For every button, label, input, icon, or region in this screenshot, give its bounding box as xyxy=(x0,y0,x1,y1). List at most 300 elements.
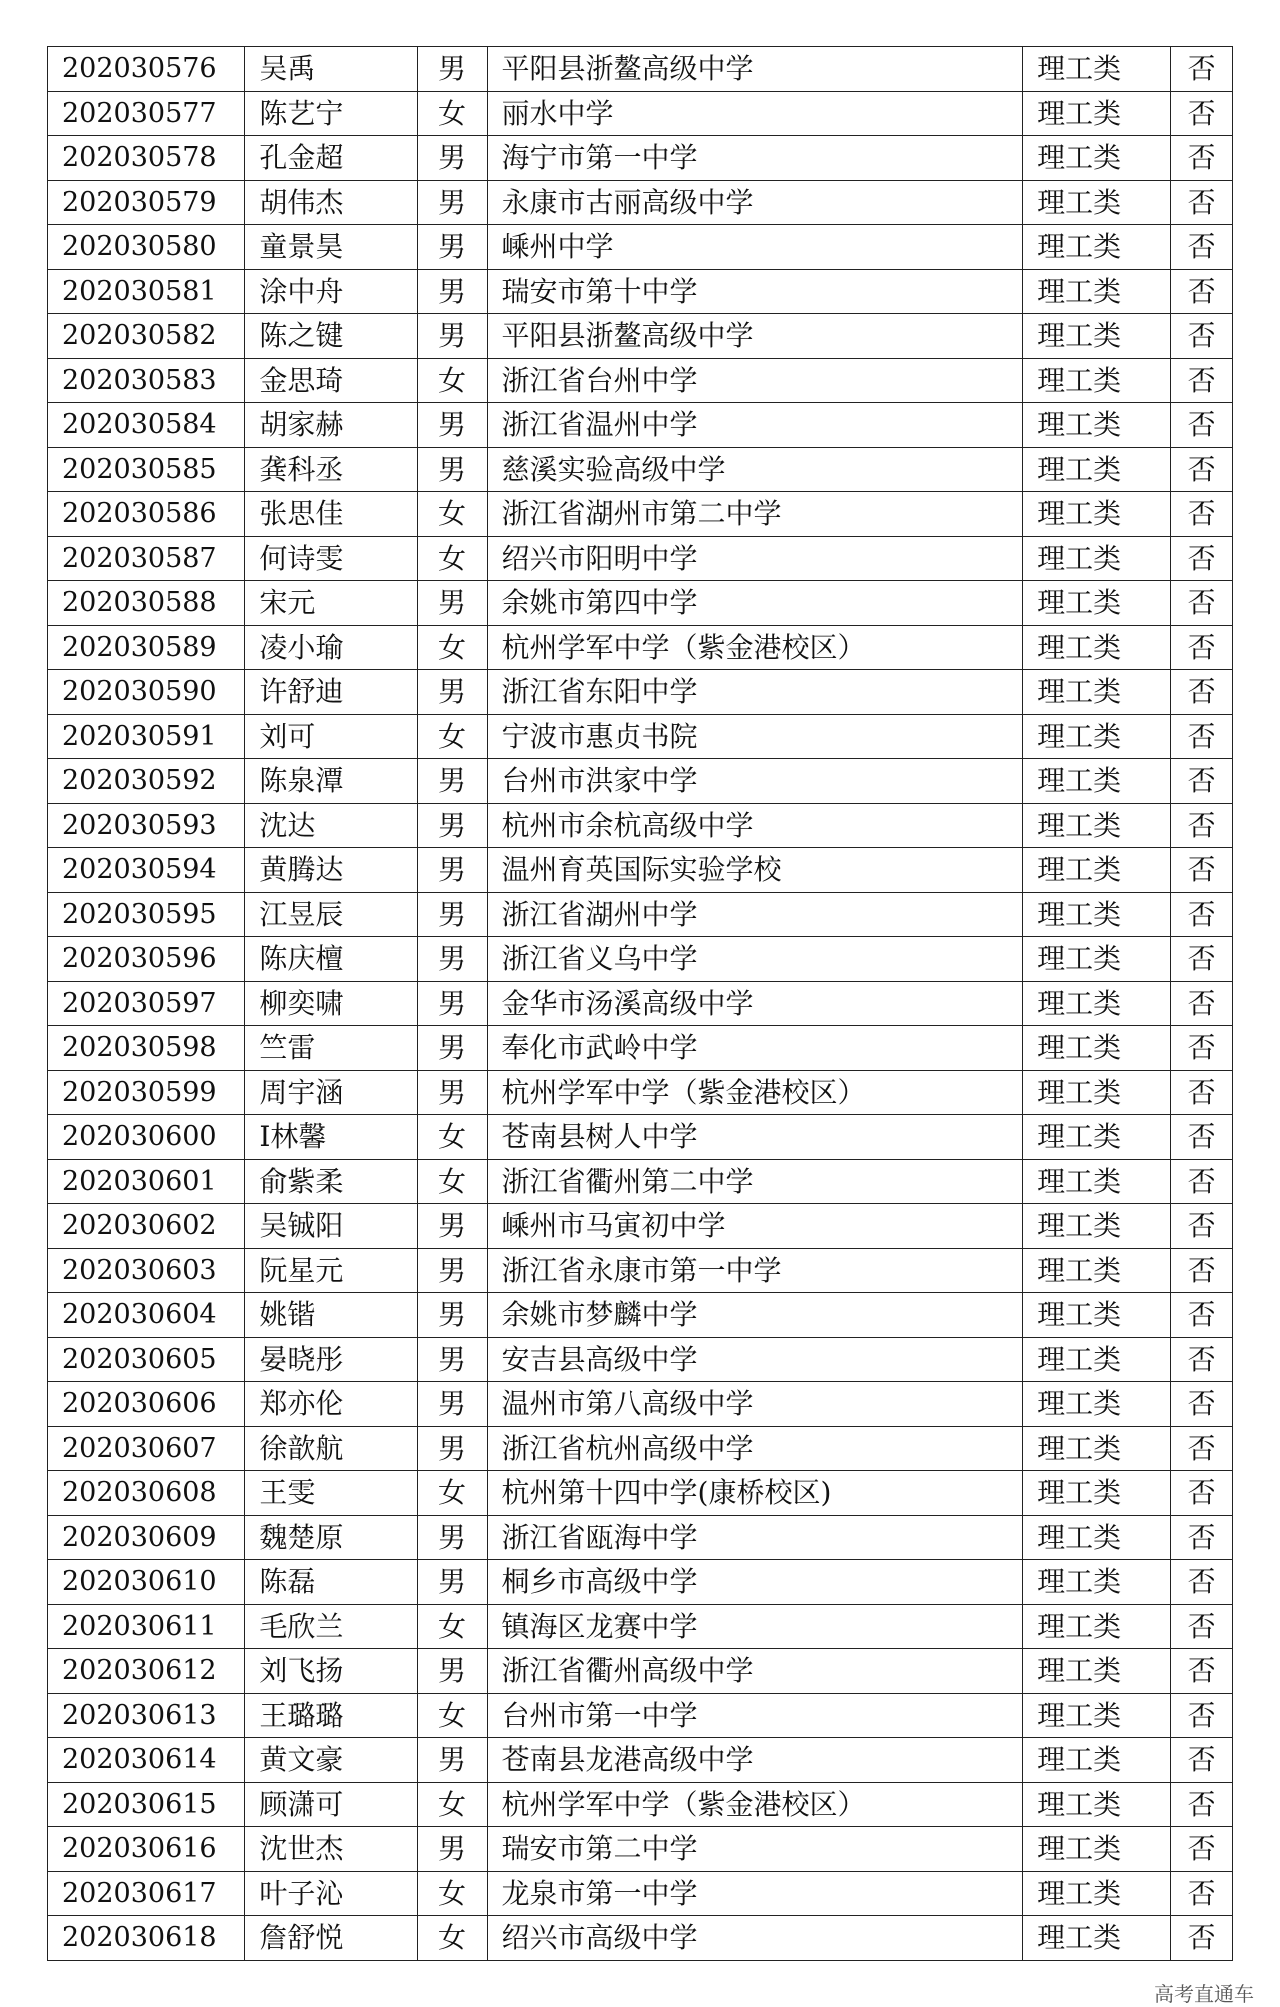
student-id-cell: 202030595 xyxy=(48,892,245,937)
table-row xyxy=(48,937,1233,982)
flag-cell: 否 xyxy=(1171,1337,1233,1382)
student-table xyxy=(47,46,1233,1961)
category-cell: 理工类 xyxy=(1023,1515,1171,1560)
category-cell: 理工类 xyxy=(1023,91,1171,136)
school-cell: 嵊州市马寅初中学 xyxy=(487,1204,1023,1249)
table-row xyxy=(48,1382,1233,1427)
category-cell: 理工类 xyxy=(1023,47,1171,92)
student-name-cell: 陈泉潭 xyxy=(245,759,417,804)
student-id-cell: 202030600 xyxy=(48,1115,245,1160)
table-row xyxy=(48,625,1233,670)
table-row xyxy=(48,492,1233,537)
student-id-cell: 202030598 xyxy=(48,1026,245,1071)
category-cell: 理工类 xyxy=(1023,937,1171,982)
gender-cell: 女 xyxy=(417,1693,487,1738)
category-cell: 理工类 xyxy=(1023,180,1171,225)
school-cell: 浙江省温州中学 xyxy=(487,403,1023,448)
flag-cell: 否 xyxy=(1171,803,1233,848)
student-name-cell: 俞紫柔 xyxy=(245,1159,417,1204)
student-name-cell: 凌小瑜 xyxy=(245,625,417,670)
student-name-cell: 胡家赫 xyxy=(245,403,417,448)
flag-cell: 否 xyxy=(1171,314,1233,359)
school-cell: 温州育英国际实验学校 xyxy=(487,848,1023,893)
table-row xyxy=(48,670,1233,715)
flag-cell: 否 xyxy=(1171,1026,1233,1071)
category-cell: 理工类 xyxy=(1023,1827,1171,1872)
flag-cell: 否 xyxy=(1171,1515,1233,1560)
gender-cell: 男 xyxy=(417,1382,487,1427)
school-cell: 杭州学军中学（紫金港校区） xyxy=(487,625,1023,670)
student-name-cell: 柳奕啸 xyxy=(245,981,417,1026)
flag-cell: 否 xyxy=(1171,1382,1233,1427)
student-id-cell: 202030614 xyxy=(48,1738,245,1783)
school-cell: 浙江省杭州高级中学 xyxy=(487,1426,1023,1471)
category-cell: 理工类 xyxy=(1023,1248,1171,1293)
table-row xyxy=(48,1693,1233,1738)
school-cell: 金华市汤溪高级中学 xyxy=(487,981,1023,1026)
school-cell: 瑞安市第二中学 xyxy=(487,1827,1023,1872)
student-name-cell: 胡伟杰 xyxy=(245,180,417,225)
student-id-cell: 202030599 xyxy=(48,1070,245,1115)
table-row xyxy=(48,759,1233,804)
gender-cell: 男 xyxy=(417,314,487,359)
gender-cell: 女 xyxy=(417,536,487,581)
student-name-cell: 晏晓彤 xyxy=(245,1337,417,1382)
flag-cell: 否 xyxy=(1171,848,1233,893)
gender-cell: 男 xyxy=(417,180,487,225)
category-cell: 理工类 xyxy=(1023,1204,1171,1249)
flag-cell: 否 xyxy=(1171,1426,1233,1471)
gender-cell: 男 xyxy=(417,1738,487,1783)
category-cell: 理工类 xyxy=(1023,1471,1171,1516)
school-cell: 台州市第一中学 xyxy=(487,1693,1023,1738)
flag-cell: 否 xyxy=(1171,981,1233,1026)
category-cell: 理工类 xyxy=(1023,1293,1171,1338)
gender-cell: 女 xyxy=(417,1471,487,1516)
table-row xyxy=(48,1916,1233,1961)
flag-cell: 否 xyxy=(1171,225,1233,270)
gender-cell: 女 xyxy=(417,1159,487,1204)
student-name-cell: 徐歆航 xyxy=(245,1426,417,1471)
flag-cell: 否 xyxy=(1171,1293,1233,1338)
school-cell: 瑞安市第十中学 xyxy=(487,269,1023,314)
student-name-cell: 姚锴 xyxy=(245,1293,417,1338)
table-row xyxy=(48,803,1233,848)
student-name-cell: 金思琦 xyxy=(245,358,417,403)
student-name-cell: 吴禹 xyxy=(245,47,417,92)
school-cell: 慈溪实验高级中学 xyxy=(487,447,1023,492)
student-id-cell: 202030580 xyxy=(48,225,245,270)
student-id-cell: 202030609 xyxy=(48,1515,245,1560)
flag-cell: 否 xyxy=(1171,1649,1233,1694)
gender-cell: 男 xyxy=(417,803,487,848)
school-cell: 平阳县浙鳌高级中学 xyxy=(487,314,1023,359)
gender-cell: 男 xyxy=(417,1649,487,1694)
school-cell: 绍兴市阳明中学 xyxy=(487,536,1023,581)
student-id-cell: 202030585 xyxy=(48,447,245,492)
category-cell: 理工类 xyxy=(1023,714,1171,759)
student-name-cell: 刘飞扬 xyxy=(245,1649,417,1694)
gender-cell: 男 xyxy=(417,47,487,92)
gender-cell: 男 xyxy=(417,1560,487,1605)
gender-cell: 男 xyxy=(417,937,487,982)
gender-cell: 男 xyxy=(417,1293,487,1338)
student-id-cell: 202030584 xyxy=(48,403,245,448)
table-row xyxy=(48,47,1233,92)
category-cell: 理工类 xyxy=(1023,670,1171,715)
gender-cell: 女 xyxy=(417,358,487,403)
table-row xyxy=(48,1248,1233,1293)
table-row xyxy=(48,225,1233,270)
school-cell: 桐乡市高级中学 xyxy=(487,1560,1023,1605)
category-cell: 理工类 xyxy=(1023,1738,1171,1783)
student-id-cell: 202030596 xyxy=(48,937,245,982)
school-cell: 平阳县浙鳌高级中学 xyxy=(487,47,1023,92)
category-cell: 理工类 xyxy=(1023,1115,1171,1160)
category-cell: 理工类 xyxy=(1023,625,1171,670)
category-cell: 理工类 xyxy=(1023,1070,1171,1115)
gender-cell: 女 xyxy=(417,1604,487,1649)
table-row xyxy=(48,1204,1233,1249)
school-cell: 绍兴市高级中学 xyxy=(487,1916,1023,1961)
table-row xyxy=(48,1471,1233,1516)
student-id-cell: 202030587 xyxy=(48,536,245,581)
flag-cell: 否 xyxy=(1171,1159,1233,1204)
flag-cell: 否 xyxy=(1171,358,1233,403)
table-row xyxy=(48,1738,1233,1783)
flag-cell: 否 xyxy=(1171,1248,1233,1293)
student-name-cell: 王璐璐 xyxy=(245,1693,417,1738)
student-id-cell: 202030594 xyxy=(48,848,245,893)
student-name-cell: 张思佳 xyxy=(245,492,417,537)
gender-cell: 男 xyxy=(417,403,487,448)
table-row xyxy=(48,1827,1233,1872)
student-name-cell: 刘可 xyxy=(245,714,417,759)
category-cell: 理工类 xyxy=(1023,403,1171,448)
school-cell: 温州市第八高级中学 xyxy=(487,1382,1023,1427)
table-row xyxy=(48,1871,1233,1916)
flag-cell: 否 xyxy=(1171,403,1233,448)
table-row xyxy=(48,358,1233,403)
category-cell: 理工类 xyxy=(1023,803,1171,848)
flag-cell: 否 xyxy=(1171,1560,1233,1605)
student-id-cell: 202030617 xyxy=(48,1871,245,1916)
gender-cell: 女 xyxy=(417,492,487,537)
table-row xyxy=(48,1426,1233,1471)
school-cell: 杭州学军中学（紫金港校区） xyxy=(487,1070,1023,1115)
student-name-cell: 许舒迪 xyxy=(245,670,417,715)
gender-cell: 男 xyxy=(417,759,487,804)
student-name-cell: 黄腾达 xyxy=(245,848,417,893)
table-row xyxy=(48,981,1233,1026)
category-cell: 理工类 xyxy=(1023,1159,1171,1204)
student-id-cell: 202030593 xyxy=(48,803,245,848)
flag-cell: 否 xyxy=(1171,759,1233,804)
school-cell: 苍南县树人中学 xyxy=(487,1115,1023,1160)
gender-cell: 男 xyxy=(417,1026,487,1071)
flag-cell: 否 xyxy=(1171,47,1233,92)
school-cell: 嵊州中学 xyxy=(487,225,1023,270)
flag-cell: 否 xyxy=(1171,180,1233,225)
student-id-cell: 202030603 xyxy=(48,1248,245,1293)
gender-cell: 男 xyxy=(417,581,487,626)
student-name-cell: 孔金超 xyxy=(245,136,417,181)
table-row xyxy=(48,1159,1233,1204)
student-id-cell: 202030591 xyxy=(48,714,245,759)
student-name-cell: 魏楚原 xyxy=(245,1515,417,1560)
category-cell: 理工类 xyxy=(1023,1382,1171,1427)
gender-cell: 男 xyxy=(417,981,487,1026)
table-row xyxy=(48,1293,1233,1338)
student-name-cell: 吴铖阳 xyxy=(245,1204,417,1249)
student-name-cell: 宋元 xyxy=(245,581,417,626)
flag-cell: 否 xyxy=(1171,1827,1233,1872)
school-cell: 丽水中学 xyxy=(487,91,1023,136)
flag-cell: 否 xyxy=(1171,91,1233,136)
gender-cell: 男 xyxy=(417,892,487,937)
category-cell: 理工类 xyxy=(1023,314,1171,359)
category-cell: 理工类 xyxy=(1023,759,1171,804)
gender-cell: 男 xyxy=(417,670,487,715)
school-cell: 浙江省衢州第二中学 xyxy=(487,1159,1023,1204)
student-name-cell: 王雯 xyxy=(245,1471,417,1516)
flag-cell: 否 xyxy=(1171,670,1233,715)
student-id-cell: 202030601 xyxy=(48,1159,245,1204)
student-name-cell: 陈艺宁 xyxy=(245,91,417,136)
flag-cell: 否 xyxy=(1171,1471,1233,1516)
student-name-cell: 涂中舟 xyxy=(245,269,417,314)
student-id-cell: 202030586 xyxy=(48,492,245,537)
gender-cell: 男 xyxy=(417,848,487,893)
school-cell: 余姚市第四中学 xyxy=(487,581,1023,626)
flag-cell: 否 xyxy=(1171,1604,1233,1649)
student-id-cell: 202030578 xyxy=(48,136,245,181)
flag-cell: 否 xyxy=(1171,136,1233,181)
category-cell: 理工类 xyxy=(1023,269,1171,314)
student-id-cell: 202030610 xyxy=(48,1560,245,1605)
table-row xyxy=(48,269,1233,314)
table-row xyxy=(48,1337,1233,1382)
school-cell: 龙泉市第一中学 xyxy=(487,1871,1023,1916)
table-row xyxy=(48,1070,1233,1115)
student-id-cell: 202030583 xyxy=(48,358,245,403)
table-row xyxy=(48,1649,1233,1694)
student-id-cell: 202030616 xyxy=(48,1827,245,1872)
student-id-cell: 202030611 xyxy=(48,1604,245,1649)
student-id-cell: 202030579 xyxy=(48,180,245,225)
flag-cell: 否 xyxy=(1171,1204,1233,1249)
school-cell: 浙江省湖州市第二中学 xyxy=(487,492,1023,537)
table-row xyxy=(48,403,1233,448)
gender-cell: 女 xyxy=(417,91,487,136)
flag-cell: 否 xyxy=(1171,1738,1233,1783)
gender-cell: 女 xyxy=(417,714,487,759)
school-cell: 浙江省湖州中学 xyxy=(487,892,1023,937)
student-id-cell: 202030612 xyxy=(48,1649,245,1694)
flag-cell: 否 xyxy=(1171,1070,1233,1115)
table-row xyxy=(48,1026,1233,1071)
category-cell: 理工类 xyxy=(1023,447,1171,492)
school-cell: 杭州市余杭高级中学 xyxy=(487,803,1023,848)
flag-cell: 否 xyxy=(1171,447,1233,492)
table-row xyxy=(48,447,1233,492)
table-row xyxy=(48,180,1233,225)
table-row xyxy=(48,892,1233,937)
student-name-cell: 龚科丞 xyxy=(245,447,417,492)
flag-cell: 否 xyxy=(1171,1693,1233,1738)
school-cell: 杭州学军中学（紫金港校区） xyxy=(487,1782,1023,1827)
category-cell: 理工类 xyxy=(1023,1337,1171,1382)
category-cell: 理工类 xyxy=(1023,848,1171,893)
gender-cell: 男 xyxy=(417,1426,487,1471)
student-id-cell: 202030602 xyxy=(48,1204,245,1249)
student-id-cell: 202030608 xyxy=(48,1471,245,1516)
school-cell: 台州市洪家中学 xyxy=(487,759,1023,804)
category-cell: 理工类 xyxy=(1023,1916,1171,1961)
gender-cell: 男 xyxy=(417,1515,487,1560)
category-cell: 理工类 xyxy=(1023,225,1171,270)
student-name-cell: 沈达 xyxy=(245,803,417,848)
gender-cell: 女 xyxy=(417,625,487,670)
roster-sheet xyxy=(47,46,1233,1961)
table-row xyxy=(48,714,1233,759)
table-row xyxy=(48,91,1233,136)
student-name-cell: 竺雷 xyxy=(245,1026,417,1071)
gender-cell: 男 xyxy=(417,225,487,270)
student-id-cell: 202030613 xyxy=(48,1693,245,1738)
category-cell: 理工类 xyxy=(1023,1426,1171,1471)
student-id-cell: 202030589 xyxy=(48,625,245,670)
student-name-cell: 阮星元 xyxy=(245,1248,417,1293)
table-row xyxy=(48,136,1233,181)
flag-cell: 否 xyxy=(1171,536,1233,581)
school-cell: 浙江省永康市第一中学 xyxy=(487,1248,1023,1293)
student-id-cell: 202030597 xyxy=(48,981,245,1026)
category-cell: 理工类 xyxy=(1023,892,1171,937)
category-cell: 理工类 xyxy=(1023,1693,1171,1738)
school-cell: 浙江省东阳中学 xyxy=(487,670,1023,715)
category-cell: 理工类 xyxy=(1023,581,1171,626)
flag-cell: 否 xyxy=(1171,1916,1233,1961)
category-cell: 理工类 xyxy=(1023,536,1171,581)
school-cell: 浙江省瓯海中学 xyxy=(487,1515,1023,1560)
flag-cell: 否 xyxy=(1171,1871,1233,1916)
category-cell: 理工类 xyxy=(1023,1026,1171,1071)
student-name-cell: 顾潇可 xyxy=(245,1782,417,1827)
category-cell: 理工类 xyxy=(1023,358,1171,403)
school-cell: 浙江省衢州高级中学 xyxy=(487,1649,1023,1694)
student-name-cell: I林馨 xyxy=(245,1115,417,1160)
student-id-cell: 202030604 xyxy=(48,1293,245,1338)
school-cell: 海宁市第一中学 xyxy=(487,136,1023,181)
category-cell: 理工类 xyxy=(1023,136,1171,181)
school-cell: 浙江省义乌中学 xyxy=(487,937,1023,982)
category-cell: 理工类 xyxy=(1023,1871,1171,1916)
flag-cell: 否 xyxy=(1171,714,1233,759)
student-name-cell: 周宇涵 xyxy=(245,1070,417,1115)
school-cell: 奉化市武岭中学 xyxy=(487,1026,1023,1071)
table-row xyxy=(48,1115,1233,1160)
flag-cell: 否 xyxy=(1171,581,1233,626)
student-id-cell: 202030582 xyxy=(48,314,245,359)
student-name-cell: 陈之键 xyxy=(245,314,417,359)
student-id-cell: 202030615 xyxy=(48,1782,245,1827)
table-row xyxy=(48,1604,1233,1649)
school-cell: 镇海区龙赛中学 xyxy=(487,1604,1023,1649)
student-id-cell: 202030607 xyxy=(48,1426,245,1471)
gender-cell: 女 xyxy=(417,1871,487,1916)
gender-cell: 男 xyxy=(417,1337,487,1382)
gender-cell: 女 xyxy=(417,1916,487,1961)
category-cell: 理工类 xyxy=(1023,1560,1171,1605)
gender-cell: 女 xyxy=(417,1115,487,1160)
gender-cell: 女 xyxy=(417,1782,487,1827)
student-name-cell: 陈磊 xyxy=(245,1560,417,1605)
flag-cell: 否 xyxy=(1171,492,1233,537)
student-name-cell: 黄文豪 xyxy=(245,1738,417,1783)
student-id-cell: 202030605 xyxy=(48,1337,245,1382)
watermark-text: 高考直通车 xyxy=(1154,1982,1254,2006)
flag-cell: 否 xyxy=(1171,625,1233,670)
flag-cell: 否 xyxy=(1171,1115,1233,1160)
gender-cell: 男 xyxy=(417,447,487,492)
student-id-cell: 202030581 xyxy=(48,269,245,314)
flag-cell: 否 xyxy=(1171,269,1233,314)
school-cell: 余姚市梦麟中学 xyxy=(487,1293,1023,1338)
student-name-cell: 何诗雯 xyxy=(245,536,417,581)
gender-cell: 男 xyxy=(417,269,487,314)
student-id-cell: 202030576 xyxy=(48,47,245,92)
flag-cell: 否 xyxy=(1171,937,1233,982)
category-cell: 理工类 xyxy=(1023,1782,1171,1827)
student-id-cell: 202030606 xyxy=(48,1382,245,1427)
table-row xyxy=(48,1515,1233,1560)
student-id-cell: 202030618 xyxy=(48,1916,245,1961)
student-id-cell: 202030588 xyxy=(48,581,245,626)
table-row xyxy=(48,848,1233,893)
school-cell: 安吉县高级中学 xyxy=(487,1337,1023,1382)
table-row xyxy=(48,536,1233,581)
school-cell: 浙江省台州中学 xyxy=(487,358,1023,403)
flag-cell: 否 xyxy=(1171,892,1233,937)
gender-cell: 男 xyxy=(417,1248,487,1293)
table-row xyxy=(48,314,1233,359)
student-id-cell: 202030592 xyxy=(48,759,245,804)
table-row xyxy=(48,581,1233,626)
student-table-body xyxy=(48,47,1233,1961)
student-name-cell: 叶子沁 xyxy=(245,1871,417,1916)
flag-cell: 否 xyxy=(1171,1782,1233,1827)
category-cell: 理工类 xyxy=(1023,1649,1171,1694)
school-cell: 永康市古丽高级中学 xyxy=(487,180,1023,225)
school-cell: 苍南县龙港高级中学 xyxy=(487,1738,1023,1783)
student-id-cell: 202030577 xyxy=(48,91,245,136)
table-row xyxy=(48,1782,1233,1827)
table-row xyxy=(48,1560,1233,1605)
category-cell: 理工类 xyxy=(1023,492,1171,537)
student-name-cell: 詹舒悦 xyxy=(245,1916,417,1961)
student-name-cell: 江昱辰 xyxy=(245,892,417,937)
category-cell: 理工类 xyxy=(1023,981,1171,1026)
category-cell: 理工类 xyxy=(1023,1604,1171,1649)
student-name-cell: 郑亦伦 xyxy=(245,1382,417,1427)
student-name-cell: 陈庆檀 xyxy=(245,937,417,982)
gender-cell: 男 xyxy=(417,1070,487,1115)
student-name-cell: 毛欣兰 xyxy=(245,1604,417,1649)
student-name-cell: 童景昊 xyxy=(245,225,417,270)
gender-cell: 男 xyxy=(417,136,487,181)
student-id-cell: 202030590 xyxy=(48,670,245,715)
